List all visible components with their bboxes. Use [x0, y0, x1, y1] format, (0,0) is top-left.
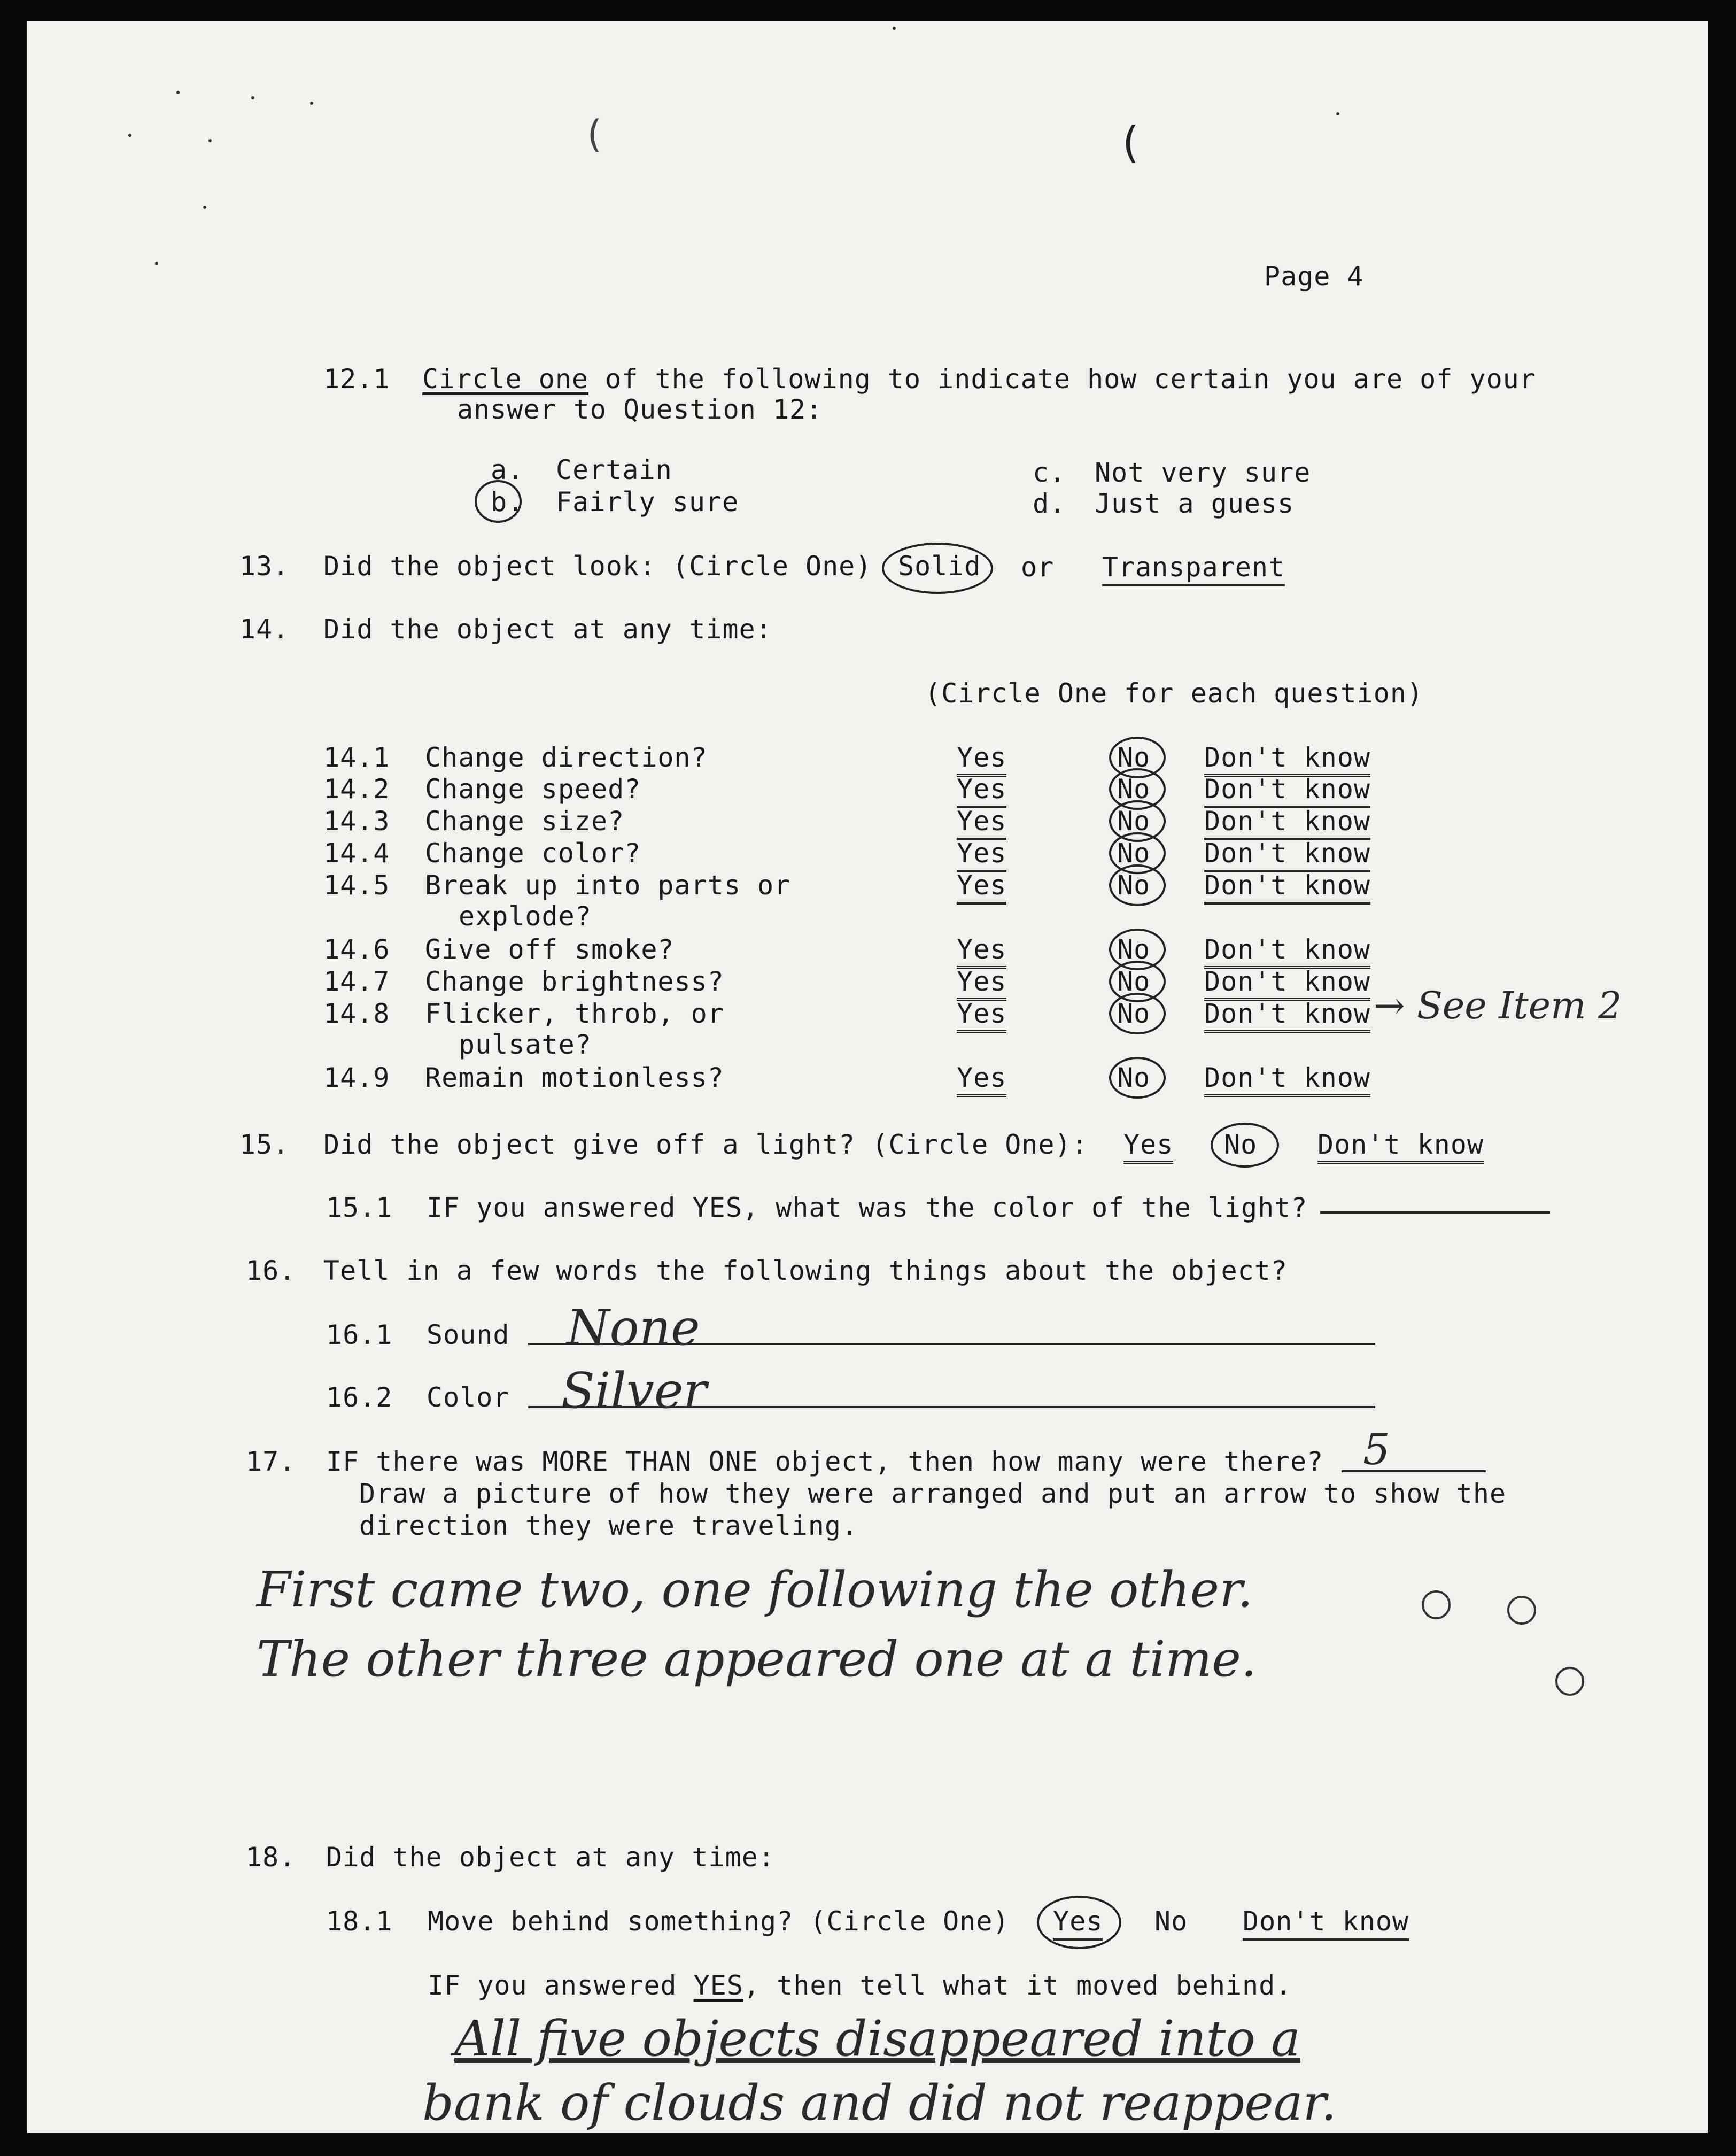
- question-number: 16.: [246, 1255, 296, 1286]
- option-key: c.: [1033, 457, 1066, 488]
- object-sketch: [1555, 1667, 1584, 1696]
- question-text: Remain motionless?: [425, 1062, 724, 1093]
- question-text-part: , then tell what it moved behind.: [743, 1970, 1292, 2001]
- yes-option: Yes: [957, 774, 1006, 808]
- question-text-cont: direction they were traveling.: [359, 1510, 858, 1541]
- question-number: 15.1: [326, 1192, 393, 1223]
- handwritten-note: → See Item 2: [1374, 984, 1622, 1027]
- question-text-part: IF you answered: [428, 1970, 694, 2001]
- field-label: Color: [427, 1382, 510, 1413]
- question-text: Did the object at any time:: [323, 614, 772, 645]
- no-option: No: [1117, 998, 1151, 1029]
- answer-option: Solid: [898, 551, 981, 582]
- dont-know-option: Don't know: [1204, 742, 1370, 777]
- answer-circle: [1037, 1896, 1121, 1949]
- answer-circle: [1109, 993, 1166, 1034]
- page-number: Page 4: [1264, 261, 1364, 292]
- no-option: No: [1117, 742, 1151, 773]
- question-text-cont: Draw a picture of how they were arranged and put an arrow to show the: [359, 1478, 1507, 1509]
- object-sketch: [1422, 1590, 1451, 1619]
- yes-option: Yes: [957, 998, 1006, 1033]
- scan-speck: [203, 206, 206, 209]
- no-option: No: [1224, 1129, 1258, 1160]
- question-text: Change speed?: [425, 774, 641, 805]
- object-sketch: [1507, 1596, 1536, 1625]
- dont-know-option: Don't know: [1243, 1906, 1409, 1941]
- scan-speck: [128, 134, 131, 137]
- question-text: [428, 1970, 1292, 2001]
- yes-option: Yes: [957, 806, 1006, 840]
- question-number: 16.1: [326, 1319, 393, 1350]
- no-option: No: [1117, 870, 1151, 901]
- question-text: Flicker, throb, or: [425, 998, 724, 1029]
- scan-speck: [1336, 112, 1339, 115]
- scan-mark: (: [583, 112, 606, 156]
- yes-option: Yes: [957, 838, 1006, 872]
- no-option: No: [1117, 806, 1151, 837]
- no-option: No: [1117, 966, 1151, 997]
- question-text: [422, 364, 1536, 395]
- answer-circle: [475, 480, 522, 523]
- question-text-cont: explode?: [459, 901, 592, 932]
- dont-know-option: Don't know: [1204, 774, 1370, 808]
- question-text: Did the object give off a light? (Circle One):: [323, 1129, 1088, 1160]
- question-text: Change size?: [425, 806, 625, 837]
- question-text: Tell in a few words the following things about the object?: [323, 1255, 1288, 1286]
- question-text: Did the object at any time:: [326, 1842, 775, 1873]
- option-label: Just a guess: [1095, 488, 1295, 519]
- handwritten-answer: The other three appeared one at a time.: [257, 1630, 1257, 1688]
- handwritten-answer: All five objects disappeared into a: [454, 2010, 1300, 2067]
- question-text-cont: pulsate?: [459, 1029, 592, 1060]
- question-text: Move behind something? (Circle One): [428, 1906, 1010, 1937]
- question-text: Change direction?: [425, 742, 708, 773]
- question-text: Change color?: [425, 838, 641, 869]
- question-number: 14.3: [323, 806, 390, 837]
- answer-circle: [1109, 864, 1166, 906]
- answer-option: Transparent: [1102, 552, 1285, 586]
- question-number: 14.: [239, 614, 290, 645]
- question-text: Break up into parts or: [425, 870, 791, 901]
- question-text-rest: of the following to indicate how certain you are of your: [588, 364, 1536, 395]
- question-number: 14.6: [323, 934, 390, 965]
- scan-speck: [176, 91, 180, 94]
- scan-speck: [251, 96, 254, 99]
- scan-speck: [208, 139, 212, 142]
- question-number: 16.2: [326, 1382, 393, 1413]
- dont-know-option: Don't know: [1204, 838, 1370, 872]
- handwritten-answer: 5: [1363, 1425, 1390, 1474]
- dont-know-option: Don't know: [1204, 806, 1370, 840]
- dont-know-option: Don't know: [1204, 870, 1370, 905]
- answer-circle: [1109, 1057, 1166, 1099]
- emphasis-text: Circle one: [422, 364, 589, 395]
- option-key: b.: [491, 486, 524, 517]
- handwritten-answer: First came two, one following the other.: [257, 1561, 1253, 1618]
- circle-instruction: (Circle One for each question): [925, 678, 1424, 709]
- yes-option: Yes: [957, 742, 1006, 777]
- no-option: No: [1117, 838, 1151, 869]
- scan-speck: [893, 27, 896, 30]
- option-label: Not very sure: [1095, 457, 1311, 488]
- answer-circle: [882, 543, 993, 594]
- option-key: a.: [491, 454, 524, 485]
- question-text: Change brightness?: [425, 966, 724, 997]
- question-number: 14.8: [323, 998, 390, 1029]
- option-separator: or: [1021, 552, 1055, 583]
- scan-mark: (: [1117, 118, 1144, 167]
- option-key: d.: [1033, 488, 1066, 519]
- question-number: 14.7: [323, 966, 390, 997]
- field-label: Sound: [427, 1319, 510, 1350]
- no-option: No: [1117, 934, 1151, 965]
- question-number: 15.: [239, 1129, 290, 1160]
- question-number: 14.1: [323, 742, 390, 773]
- yes-option: Yes: [1123, 1129, 1173, 1164]
- emphasis-text: YES: [693, 1970, 743, 2001]
- no-option: No: [1117, 1062, 1151, 1093]
- question-text: IF there was MORE THAN ONE object, then how many were there?: [326, 1446, 1324, 1477]
- question-number: 13.: [239, 551, 290, 582]
- question-number: 14.9: [323, 1062, 390, 1093]
- answer-circle: [1211, 1123, 1279, 1168]
- scan-speck: [310, 102, 313, 105]
- dont-know-option: Don't know: [1204, 934, 1370, 969]
- question-text: Give off smoke?: [425, 934, 675, 965]
- yes-option: Yes: [957, 934, 1006, 969]
- question-number: 14.5: [323, 870, 390, 901]
- question-number: 18.1: [326, 1906, 393, 1937]
- question-number: 18.: [246, 1842, 296, 1873]
- handwritten-answer: bank of clouds and did not reappear.: [422, 2074, 1337, 2131]
- dont-know-option: Don't know: [1204, 1062, 1370, 1097]
- scan-speck: [155, 262, 158, 265]
- option-label: Certain: [556, 454, 672, 485]
- question-number: 12.1: [323, 364, 390, 395]
- question-text-cont: answer to Question 12:: [457, 394, 823, 425]
- answer-blank: [1320, 1211, 1550, 1214]
- question-text: IF you answered YES, what was the color of the light?: [427, 1192, 1308, 1223]
- dont-know-option: Don't know: [1204, 966, 1370, 1001]
- no-option: No: [1117, 774, 1151, 805]
- question-number: 14.4: [323, 838, 390, 869]
- yes-option: Yes: [957, 870, 1006, 905]
- question-number: 17.: [246, 1446, 296, 1477]
- option-label: Fairly sure: [556, 486, 739, 517]
- handwritten-answer: None: [567, 1299, 700, 1356]
- yes-option: Yes: [1053, 1906, 1103, 1941]
- yes-option: Yes: [957, 966, 1006, 1001]
- question-text: Did the object look: (Circle One): [323, 551, 872, 582]
- question-number: 14.2: [323, 774, 390, 805]
- document-page: [27, 21, 1708, 2133]
- handwritten-answer: Silver: [561, 1362, 707, 1419]
- no-option: No: [1154, 1906, 1188, 1937]
- dont-know-option: Don't know: [1318, 1129, 1484, 1164]
- yes-option: Yes: [957, 1062, 1006, 1097]
- dont-know-option: Don't know: [1204, 998, 1370, 1033]
